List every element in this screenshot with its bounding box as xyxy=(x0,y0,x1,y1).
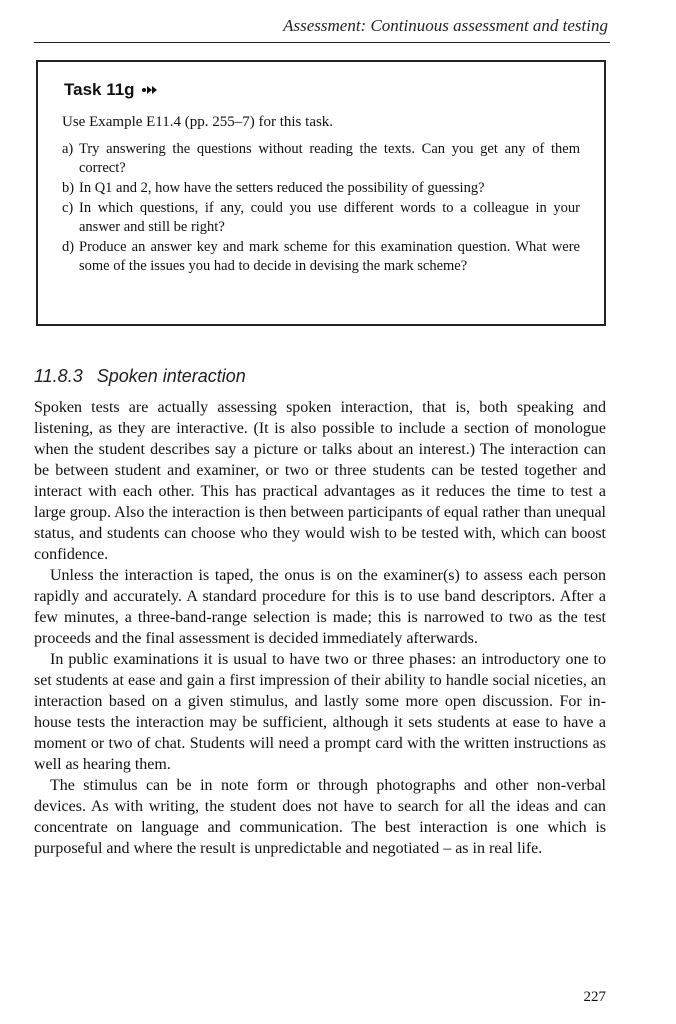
body-paragraph: The stimulus can be in note form or through photographs and other non-verbal devices. As with writing, the student does not have to search for all the ideas and can concentrate on language and communication. The best interaction is one which is purposeful and where the result is unpredictable and negotiated – as in real life. xyxy=(34,777,606,857)
task-title-row xyxy=(64,80,580,100)
task-question-label: b) xyxy=(62,180,75,196)
task-question xyxy=(62,199,580,237)
running-head: Assessment: Continuous assessment and testing xyxy=(283,16,608,35)
header-rule xyxy=(34,42,610,43)
task-question xyxy=(62,238,580,276)
task-question-text: Try answering the questions without reading the texts. Can you get any of them correct? xyxy=(79,141,580,176)
task-box xyxy=(36,60,606,326)
task-intro: Use Example E11.4 (pp. 255–7) for this task. xyxy=(62,114,334,130)
task-question-text: In Q1 and 2, how have the setters reduced the possibility of guessing? xyxy=(79,180,485,196)
task-question-label: d) xyxy=(62,239,75,255)
section-heading xyxy=(34,366,246,387)
task-question-text: Produce an answer key and mark scheme for this examination question. What were some of the issues you had to decide in devising the mark scheme? xyxy=(79,239,580,274)
page-number: 227 xyxy=(583,989,606,1005)
task-title: Task 11g xyxy=(64,80,135,99)
body-paragraph: In public examinations it is usual to have two or three phases: an introductory one to set students at ease and gain a first impression of their ability to handle social niceties, an interaction based on a given stimulus, and lastly some more open discussion. For in-house tests the interaction may be sufficient, although it sets students at ease to have a moment or two of chat. Students will need a prompt card with the written instructions as well as hearing them. xyxy=(34,651,606,773)
task-question xyxy=(62,179,580,198)
task-question xyxy=(62,140,580,178)
body-text xyxy=(34,397,606,859)
task-question-list xyxy=(62,140,580,276)
task-question-label: a) xyxy=(62,141,74,157)
body-paragraph: Unless the interaction is taped, the onus is on the examiner(s) to assess each person rapidly and accurately. A standard procedure for this is to use band descriptors. After a few minutes, a three-band-range selection is made; this is narrowed to two as the test proceeds and the final assessment is decided immediately afterwards. xyxy=(34,567,606,647)
body-paragraph: Spoken tests are actually assessing spoken interaction, that is, both speaking and listening, as they are interactive. (It is also possible to include a section of monologue when the student describes say a picture or talks about an interest.) The interaction can be between student and examiner, or two or three students can be tested together and interact with each other. This has practical advantages as it reduces the time to test a large group. Also the interaction is then between participants of equal rather than unequal status, and students can choose who they would wish to be tested with, which can boost confidence. xyxy=(34,399,606,563)
task-question-text: In which questions, if any, could you use different words to a colleague in your answer and still be right? xyxy=(79,200,580,235)
task-question-label: c) xyxy=(62,200,74,216)
section-title: Spoken interaction xyxy=(96,366,246,386)
double-arrow-icon xyxy=(141,85,159,95)
section-number: 11.8.3 xyxy=(34,366,83,386)
